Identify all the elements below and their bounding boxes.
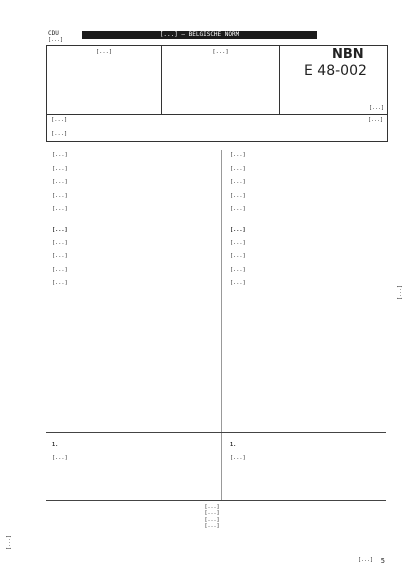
right-compat: [...] — [230, 239, 246, 246]
right-s1-heading: 1. — [230, 442, 237, 448]
side-strip-right-text: [...] — [397, 284, 403, 300]
nbn-logo: NBN — [332, 47, 364, 62]
footer-line: [...] — [204, 516, 220, 523]
left-ref: [...] — [52, 179, 68, 186]
left-ref: [...] — [52, 206, 68, 213]
right-section-1 — [230, 438, 386, 468]
side-strip-left — [6, 70, 24, 550]
right-compat-heading: [...] — [230, 226, 246, 233]
left-column — [52, 152, 212, 294]
norm-banner: [...] — BELGISCHE NORM — [82, 31, 317, 39]
header-left-text: [...] — [47, 46, 162, 114]
left-s1-heading: 1. — [52, 442, 59, 448]
right-s1-text: [...] — [230, 454, 246, 461]
edition-text: [...] — [368, 105, 384, 111]
left-section-1 — [52, 438, 212, 468]
right-column — [230, 152, 386, 294]
title-row — [46, 113, 388, 142]
cdu-label: CDU — [48, 30, 59, 37]
header-right — [280, 46, 387, 114]
norm-number: E 48-002 — [304, 63, 367, 79]
column-divider — [221, 150, 222, 500]
right-ref: [...] — [230, 192, 246, 199]
title-nl: [...] — [51, 131, 68, 137]
side-strip-right — [397, 60, 409, 300]
title-ref: [...] — [367, 117, 383, 123]
footer — [52, 504, 372, 530]
left-ref: [...] — [52, 165, 68, 172]
left-compat: [...] — [52, 239, 68, 246]
left-s1-text: [...] — [52, 454, 68, 461]
title-fr: [...] — [51, 117, 68, 123]
header-box — [46, 45, 388, 115]
footer-line: [...] — [204, 504, 220, 510]
side-strip-left-text: [...] — [6, 534, 12, 550]
left-compat: [...] — [52, 253, 68, 260]
section-rule — [46, 432, 386, 433]
right-ref: [...] — [230, 206, 246, 213]
left-ref: [...] — [52, 192, 68, 199]
page-number: 5 — [380, 557, 385, 565]
right-ref: [...] — [230, 179, 246, 186]
right-intro: [...] — [230, 152, 246, 158]
header-mid-text: [...] — [162, 46, 280, 114]
right-ref: [...] — [230, 165, 246, 172]
right-compat: [...] — [230, 253, 246, 260]
right-compat: [...] — [230, 266, 246, 273]
left-compat-heading: [...] — [52, 226, 68, 233]
left-compat: [...] — [52, 280, 68, 287]
cdu-number: [...] — [48, 37, 64, 43]
right-compat: [...] — [230, 280, 246, 287]
footer-line: [...] — [204, 523, 220, 530]
price-group: [...] — [357, 557, 373, 563]
left-intro: [...] — [52, 152, 68, 158]
left-compat: [...] — [52, 266, 68, 273]
footer-line: [...] — [204, 510, 220, 517]
footer-rule — [46, 500, 386, 501]
